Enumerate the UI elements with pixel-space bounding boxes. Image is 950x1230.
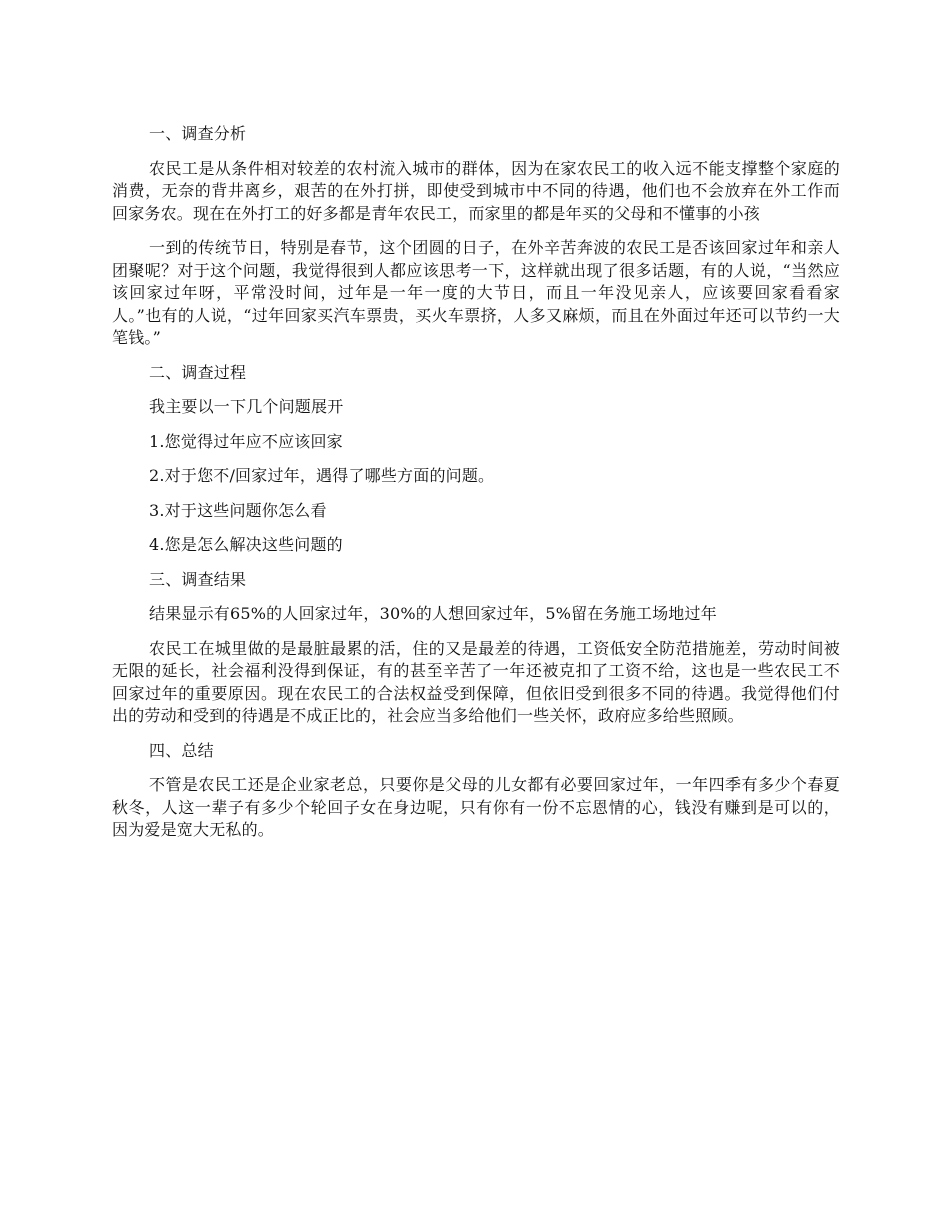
summary-paragraph-1: 不管是农民工还是企业家老总，只要你是父母的儿女都有必要回家过年，一年四季有多少个春夏秋冬，人这一辈子有多少个轮回子女在身边呢，只有你有一份不忘恩情的心，钱没有赚到是可以的，因为爱是宽大无私的。 <box>112 775 840 839</box>
question-item-1: 1.您觉得过年应不应该回家 <box>149 431 343 451</box>
results-paragraph-2: 农民工在城里做的是最脏最累的活，住的又是最差的待遇，工资低安全防范措施差，劳动时间被无限的延长，社会福利没得到保证，有的甚至辛苦了一年还被克扣了工资不给，这也是一些农民工不回家过年的重要原因。现在农民工的合法权益受到保障，但依旧受到很多不同的待遇。我觉得他们付出的劳动和受到的待遇是不成正比的，社会应当多给他们一些关怀，政府应多给些照顾。 <box>112 638 840 725</box>
question-item-2: 2.对于您不/回家过年，遇得了哪些方面的问题。 <box>149 466 495 485</box>
results-paragraph-1: 结果显示有65%的人回家过年，30%的人想回家过年，5%留在务施工场地过年 <box>149 604 717 623</box>
process-intro: 我主要以一下几个问题展开 <box>149 397 344 416</box>
section-heading-analysis: 一、调查分析 <box>149 124 247 143</box>
section-heading-summary: 四、总结 <box>149 740 214 760</box>
document-body <box>112 123 840 854</box>
section-heading-results: 三、调查结果 <box>149 569 247 589</box>
question-item-3: 3.对于这些问题你怎么看 <box>149 500 327 520</box>
analysis-paragraph-2: 一到的传统节日，特别是春节，这个团圆的日子，在外辛苦奔波的农民工是否该回家过年和亲人团聚呢？对于这个问题，我觉得很到人都应该思考一下，这样就出现了很多话题，有的人说，“当然应该回家过年呀，平常没时间，过年是一年一度的大节日，而且一年没见亲人，应该要回家看看家人。”也有的人说，“过年回家买汽车票贵，买火车票挤，人多又麻烦，而且在外面过年还可以节约一大笔钱。” <box>112 238 840 347</box>
analysis-paragraph-1: 农民工是从条件相对较差的农村流入城市的群体，因为在家农民工的收入远不能支撑整个家庭的消费，无奈的背井离乡，艰苦的在外打拼，即使受到城市中不同的待遇，他们也不会放弃在外工作而回家务农。现在在外打工的好多都是青年农民工，而家里的都是年买的父母和不懂事的小孩 <box>112 158 840 223</box>
question-item-4: 4.您是怎么解决这些问题的 <box>149 535 343 554</box>
section-heading-process: 二、调查过程 <box>149 362 247 382</box>
